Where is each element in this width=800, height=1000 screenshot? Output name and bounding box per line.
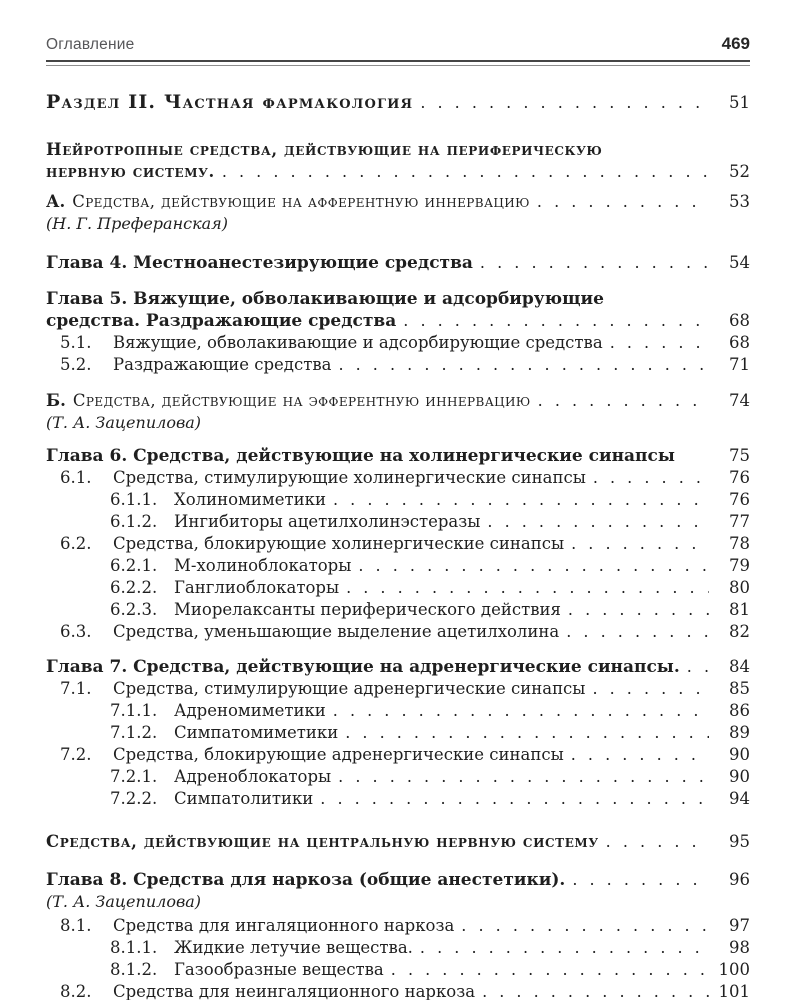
entry-title: Средства, действующие на центральную нервную систему: [46, 832, 599, 851]
toc-entry-6-3: [46, 621, 750, 643]
entry-title: Глава 8. Средства для наркоза (общие анестетики).: [46, 870, 566, 890]
dot-leader: [475, 981, 709, 1000]
entry-page: 90: [729, 767, 750, 786]
toc-entry-5-2: [46, 354, 750, 376]
entry-page: 76: [729, 490, 750, 509]
entry-title: Средства, стимулирующие холинергические синапсы: [113, 468, 586, 487]
entry-number: 8.1.1.: [110, 938, 158, 957]
entry-number: 7.1.: [60, 679, 92, 698]
dot-leader: [680, 656, 709, 678]
dot-leader: [480, 511, 709, 533]
dot-leader: [564, 744, 709, 766]
entry-page: 98: [729, 938, 750, 957]
entry-title: Средства, действующие на эфферентную иннервацию: [72, 391, 531, 410]
entry-title: Газообразные вещества: [174, 960, 384, 979]
entry-title: Средства для ингаляционного наркоза: [113, 916, 455, 935]
entry-title: Адреноблокаторы: [174, 767, 332, 786]
author-line: (Т. А. Зацепилова): [46, 413, 202, 432]
toc-entry-7-2-1: [46, 766, 750, 788]
entry-title: Миорелаксанты периферического действия: [174, 600, 561, 619]
entry-number: 7.2.1.: [110, 767, 158, 786]
toc-entry-section-b: [46, 390, 750, 433]
entry-number: 6.1.2.: [110, 512, 158, 531]
toc-entry-7-2-2: [46, 788, 750, 810]
entry-number: 5.2.: [60, 355, 92, 374]
dot-leader: [531, 390, 709, 412]
dot-leader: [326, 489, 709, 511]
entry-number: 6.2.: [60, 534, 92, 553]
entry-number: 8.2.: [60, 982, 92, 1000]
toc-entry-6-2-2: [46, 577, 750, 599]
toc-entry-8-1-2: [46, 959, 750, 981]
toc-entry-6-1-2: [46, 511, 750, 533]
dot-leader: [331, 354, 709, 376]
toc-entry-section: [46, 139, 750, 183]
entry-title: Нейротропные средства, действующие на периферическую: [46, 140, 603, 159]
entry-line: [46, 161, 750, 183]
header-rule: [46, 60, 750, 66]
entry-title: нервную систему.: [46, 162, 215, 181]
entry-title: средства. Раздражающие средства: [46, 311, 397, 331]
dot-leader: [331, 766, 709, 788]
entry-title: Средства, уменьшающие выделение ацетилхолина: [113, 622, 560, 641]
toc-entry-7-1-2: [46, 722, 750, 744]
toc-entry-chapter-5: [46, 288, 750, 332]
author-line: (Т. А. Зацепилова): [46, 892, 202, 911]
entry-line: [46, 310, 750, 332]
entry-title: Средства, блокирующие адренергические синапсы: [113, 745, 564, 764]
entry-title: Ганглиоблокаторы: [174, 578, 340, 597]
dot-leader: [565, 869, 709, 891]
toc-entry-8-2: [46, 981, 750, 1000]
entry-title: Глава 7. Средства, действующие на адренергические синапсы.: [46, 657, 680, 677]
entry-number: 6.2.1.: [110, 556, 158, 575]
entry-page: 94: [729, 789, 750, 808]
entry-line: [46, 869, 750, 891]
entry-page: 96: [729, 870, 750, 889]
entry-title: Средства, блокирующие холинергические синапсы: [113, 534, 565, 553]
toc-entry-6-2-1: [46, 555, 750, 577]
toc-entry-7-2: [46, 744, 750, 766]
entry-title: Средства для неингаляционного наркоза: [113, 982, 476, 1000]
dot-leader: [413, 937, 709, 959]
entry-page: 77: [729, 512, 750, 531]
entry-title: Глава 6. Средства, действующие на холинергические синапсы: [46, 446, 675, 466]
entry-title: Глава 4. Местноанестезирующие средства: [46, 253, 473, 273]
entry-page: 54: [729, 253, 750, 272]
entry-number: 7.2.: [60, 745, 92, 764]
entry-page: 78: [729, 534, 750, 553]
dot-leader: [559, 621, 709, 643]
entry-title: Симпатомиметики: [174, 723, 339, 742]
entry-page: 101: [718, 982, 750, 1000]
entry-page: 82: [729, 622, 750, 641]
entry-number: 6.1.1.: [110, 490, 158, 509]
dot-leader: [599, 831, 709, 853]
entry-title: М-холиноблокаторы: [174, 556, 352, 575]
entry-page: 95: [729, 832, 750, 851]
toc-entry-6-2: [46, 533, 750, 555]
entry-line: [46, 390, 750, 412]
dot-leader: [603, 332, 709, 354]
entry-title: Средства, действующие на афферентную иннервацию: [72, 192, 530, 211]
entry-number: 6.2.3.: [110, 600, 158, 619]
dot-leader: [530, 191, 709, 213]
dot-leader: [351, 555, 709, 577]
entry-page: 81: [729, 600, 750, 619]
entry-page: 51: [729, 93, 750, 112]
dot-leader: [473, 252, 709, 274]
running-header-title: Оглавление: [46, 36, 135, 53]
dot-leader: [338, 722, 709, 744]
dot-leader: [561, 599, 709, 621]
entry-title: Холиномиметики: [174, 490, 326, 509]
dot-leader: [313, 788, 709, 810]
entry-title: Средства, стимулирующие адренергические синапсы: [113, 679, 586, 698]
author-line: (Н. Г. Преферанская): [46, 214, 228, 233]
toc-entry-chapter-7: [46, 656, 750, 678]
toc-entry-chapter-6: [46, 445, 750, 467]
entry-number: 7.1.2.: [110, 723, 158, 742]
running-header: [46, 34, 750, 54]
entry-page: 89: [729, 723, 750, 742]
entry-title: Адреномиметики: [174, 701, 326, 720]
entry-title: Раздел II. Частная фармакология: [46, 91, 414, 113]
dot-leader: [586, 467, 709, 489]
entry-page: 86: [729, 701, 750, 720]
entry-page: 74: [729, 391, 750, 410]
entry-number: 7.1.1.: [110, 701, 158, 720]
toc-entry-8-1: [46, 915, 750, 937]
toc-entry-5-1: [46, 332, 750, 354]
entry-title: Вяжущие, обволакивающие и адсорбирующие средства: [113, 333, 603, 352]
entry-page: 97: [729, 916, 750, 935]
dot-leader: [339, 577, 709, 599]
entry-number: 8.1.: [60, 916, 92, 935]
entry-line: [46, 139, 750, 161]
dot-leader: [326, 700, 709, 722]
toc-entry-6-2-3: [46, 599, 750, 621]
entry-title: Жидкие летучие вещества.: [174, 938, 413, 957]
running-header-page-number: 469: [721, 34, 750, 53]
entry-page: 52: [729, 162, 750, 181]
toc-entry-7-1-1: [46, 700, 750, 722]
dot-leader: [564, 533, 709, 555]
dot-leader: [454, 915, 709, 937]
toc-entry-chapter-4: [46, 252, 750, 274]
entry-number: 6.1.: [60, 468, 92, 487]
entry-page: 79: [729, 556, 750, 575]
entry-line: [46, 288, 750, 310]
entry-line: [46, 191, 750, 213]
entry-page: 85: [729, 679, 750, 698]
entry-number: 8.1.2.: [110, 960, 158, 979]
entry-title: Глава 5. Вяжущие, обволакивающие и адсорбирующие: [46, 289, 604, 309]
entry-title: Симпатолитики: [174, 789, 314, 808]
toc-entry-8-1-1: [46, 937, 750, 959]
entry-title: Раздражающие средства: [113, 355, 332, 374]
dot-leader: [396, 310, 709, 332]
dot-leader: [413, 91, 709, 115]
entry-page: 68: [729, 311, 750, 330]
entry-page: 76: [729, 468, 750, 487]
toc-entry-section-cns: [46, 831, 750, 853]
entry-page: 100: [718, 960, 750, 979]
toc-entry-part: [46, 90, 750, 115]
entry-page: 68: [729, 333, 750, 352]
entry-page: 71: [729, 355, 750, 374]
entry-page: 84: [729, 657, 750, 676]
entry-number: 7.2.2.: [110, 789, 158, 808]
entry-page: 90: [729, 745, 750, 764]
toc-entry-6-1-1: [46, 489, 750, 511]
entry-letter-prefix: А.: [46, 192, 66, 211]
entry-page: 53: [729, 192, 750, 211]
entry-page: 80: [729, 578, 750, 597]
toc-entry-6-1: [46, 467, 750, 489]
dot-leader: [215, 161, 709, 183]
entry-letter-prefix: Б.: [46, 391, 66, 410]
dot-leader: [384, 959, 709, 981]
entry-page: 75: [729, 446, 750, 465]
entry-number: 5.1.: [60, 333, 92, 352]
toc-entry-section-a: [46, 191, 750, 234]
toc-entry-7-1: [46, 678, 750, 700]
entry-title: Ингибиторы ацетилхолинэстеразы: [174, 512, 481, 531]
entry-number: 6.3.: [60, 622, 92, 641]
dot-leader: [585, 678, 709, 700]
toc-entry-chapter-8: [46, 869, 750, 912]
entry-number: 6.2.2.: [110, 578, 158, 597]
